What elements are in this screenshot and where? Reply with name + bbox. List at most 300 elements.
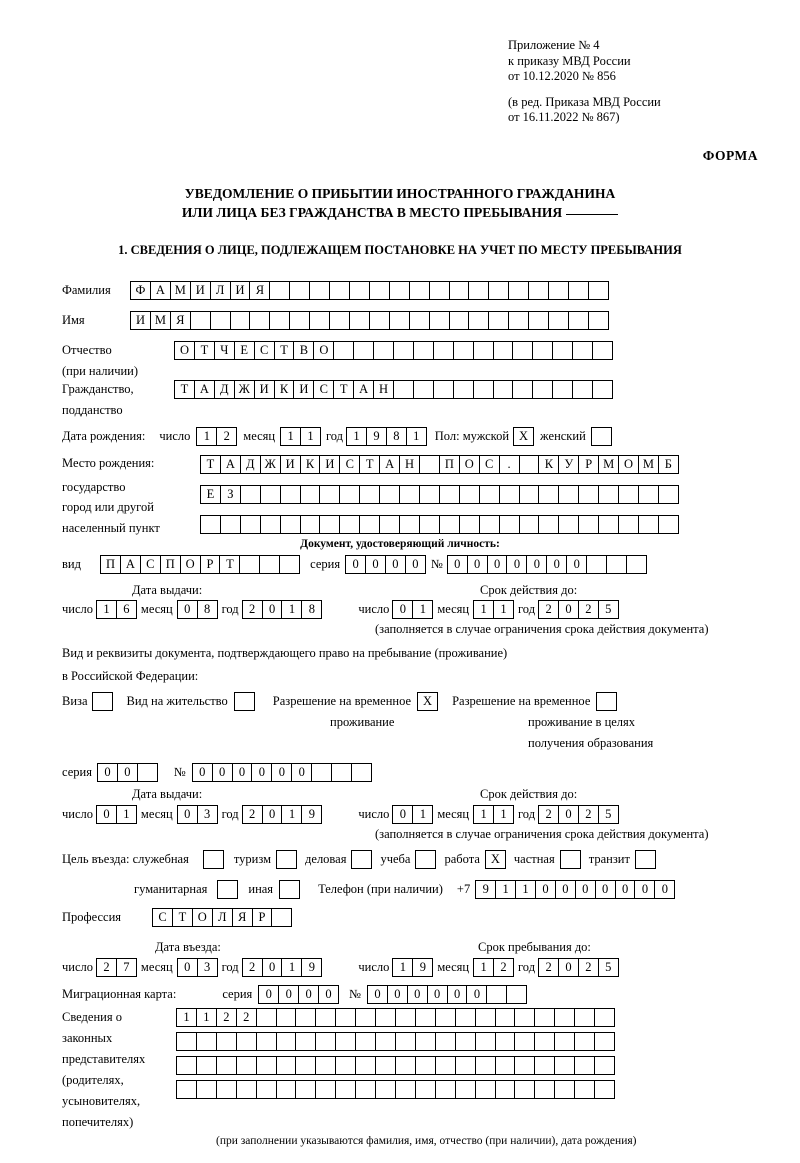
cell[interactable] xyxy=(475,1080,496,1099)
migration-number-input[interactable] xyxy=(367,985,527,1004)
cell[interactable]: 1 xyxy=(473,958,494,977)
cell[interactable] xyxy=(375,1032,396,1051)
cell[interactable]: 1 xyxy=(300,427,321,446)
cell[interactable] xyxy=(137,763,158,782)
cell[interactable] xyxy=(455,1056,476,1075)
cell[interactable]: Д xyxy=(240,455,261,474)
cell[interactable] xyxy=(473,380,494,399)
cell[interactable] xyxy=(375,1008,396,1027)
cell[interactable] xyxy=(514,1032,535,1051)
cell[interactable] xyxy=(216,1056,237,1075)
cell[interactable]: Р xyxy=(200,555,221,574)
cell[interactable] xyxy=(519,485,540,504)
cell[interactable] xyxy=(592,341,613,360)
cell[interactable] xyxy=(459,485,480,504)
cell[interactable] xyxy=(455,1080,476,1099)
cell[interactable] xyxy=(355,1056,376,1075)
cell[interactable] xyxy=(295,1080,316,1099)
purpose-other-checkbox[interactable] xyxy=(279,880,300,899)
cell[interactable]: М xyxy=(638,455,659,474)
cell[interactable] xyxy=(552,341,573,360)
cell[interactable] xyxy=(309,311,330,330)
cell[interactable] xyxy=(488,311,509,330)
cell[interactable] xyxy=(413,341,434,360)
cell[interactable] xyxy=(479,515,500,534)
cell[interactable]: К xyxy=(274,380,295,399)
cell[interactable]: 0 xyxy=(298,985,319,1004)
cell[interactable] xyxy=(534,1008,555,1027)
doc-valid-month-input[interactable] xyxy=(473,600,514,619)
cell[interactable]: Р xyxy=(252,908,273,927)
cell[interactable] xyxy=(493,341,514,360)
cell[interactable]: 2 xyxy=(242,805,263,824)
cell[interactable]: М xyxy=(150,311,171,330)
cell[interactable] xyxy=(558,515,579,534)
stay-year-input[interactable] xyxy=(538,958,619,977)
cell[interactable] xyxy=(594,1056,615,1075)
cell[interactable]: 0 xyxy=(258,985,279,1004)
cell[interactable]: 0 xyxy=(385,555,406,574)
cell[interactable]: 2 xyxy=(216,427,237,446)
cell[interactable]: 0 xyxy=(212,763,233,782)
cell[interactable] xyxy=(311,763,332,782)
cell[interactable]: 9 xyxy=(301,805,322,824)
cell[interactable] xyxy=(236,1032,257,1051)
cell[interactable] xyxy=(256,1032,277,1051)
cell[interactable] xyxy=(230,311,251,330)
cell[interactable] xyxy=(658,515,679,534)
cell[interactable]: 8 xyxy=(301,600,322,619)
cell[interactable] xyxy=(359,485,380,504)
cell[interactable]: 0 xyxy=(96,805,117,824)
cell[interactable]: 1 xyxy=(473,600,494,619)
purpose-study-checkbox[interactable] xyxy=(415,850,436,869)
cell[interactable]: 0 xyxy=(526,555,547,574)
cell[interactable]: Т xyxy=(333,380,354,399)
cell[interactable] xyxy=(449,311,470,330)
cell[interactable] xyxy=(415,1080,436,1099)
cell[interactable] xyxy=(335,1032,356,1051)
cell[interactable] xyxy=(499,485,520,504)
permit-series-input[interactable] xyxy=(97,763,158,782)
cell[interactable] xyxy=(435,1032,456,1051)
cell[interactable]: Я xyxy=(249,281,270,300)
cell[interactable]: 0 xyxy=(262,958,283,977)
cell[interactable]: Т xyxy=(194,341,215,360)
cell[interactable]: 9 xyxy=(475,880,496,899)
cell[interactable]: 0 xyxy=(271,763,292,782)
cell[interactable]: 0 xyxy=(447,555,468,574)
cell[interactable]: 0 xyxy=(232,763,253,782)
cell[interactable] xyxy=(256,1056,277,1075)
cell[interactable]: 0 xyxy=(634,880,655,899)
cell[interactable]: К xyxy=(300,455,321,474)
cell[interactable] xyxy=(269,281,290,300)
cell[interactable] xyxy=(369,281,390,300)
cell[interactable] xyxy=(453,380,474,399)
cell[interactable]: Е xyxy=(234,341,255,360)
cell[interactable]: 0 xyxy=(447,985,468,1004)
cell[interactable] xyxy=(534,1032,555,1051)
cell[interactable]: 0 xyxy=(407,985,428,1004)
cell[interactable] xyxy=(315,1032,336,1051)
cell[interactable] xyxy=(349,281,370,300)
cell[interactable]: 0 xyxy=(117,763,138,782)
cell[interactable] xyxy=(558,485,579,504)
cell[interactable]: 7 xyxy=(116,958,137,977)
cell[interactable] xyxy=(453,341,474,360)
cell[interactable]: 0 xyxy=(506,555,527,574)
cell[interactable] xyxy=(475,1008,496,1027)
legal-rep-input-4[interactable] xyxy=(176,1080,615,1099)
cell[interactable]: 0 xyxy=(466,985,487,1004)
cell[interactable] xyxy=(249,311,270,330)
cell[interactable] xyxy=(449,281,470,300)
cell[interactable]: З xyxy=(220,485,241,504)
cell[interactable]: 0 xyxy=(566,555,587,574)
cell[interactable]: 0 xyxy=(595,880,616,899)
cell[interactable] xyxy=(495,1008,516,1027)
cell[interactable]: 0 xyxy=(97,763,118,782)
cell[interactable]: О xyxy=(192,908,213,927)
cell[interactable] xyxy=(351,763,372,782)
cell[interactable]: И xyxy=(130,311,151,330)
cell[interactable]: 0 xyxy=(251,763,272,782)
phone-input[interactable] xyxy=(475,880,675,899)
cell[interactable]: 0 xyxy=(467,555,488,574)
cell[interactable]: Л xyxy=(212,908,233,927)
cell[interactable] xyxy=(176,1032,197,1051)
cell[interactable] xyxy=(534,1080,555,1099)
cell[interactable] xyxy=(568,281,589,300)
cell[interactable]: 1 xyxy=(412,805,433,824)
cell[interactable] xyxy=(399,515,420,534)
cell[interactable]: И xyxy=(254,380,275,399)
cell[interactable] xyxy=(594,1032,615,1051)
cell[interactable]: 0 xyxy=(177,600,198,619)
cell[interactable] xyxy=(196,1032,217,1051)
cell[interactable] xyxy=(594,1008,615,1027)
cell[interactable] xyxy=(606,555,627,574)
sex-female-checkbox[interactable] xyxy=(591,427,612,446)
cell[interactable]: А xyxy=(194,380,215,399)
cell[interactable] xyxy=(626,555,647,574)
cell[interactable] xyxy=(353,341,374,360)
cell[interactable] xyxy=(190,311,211,330)
purpose-humanitarian-checkbox[interactable] xyxy=(217,880,238,899)
cell[interactable] xyxy=(519,455,540,474)
permit-issue-month-input[interactable] xyxy=(177,805,218,824)
cell[interactable]: 0 xyxy=(392,600,413,619)
cell[interactable]: 0 xyxy=(387,985,408,1004)
cell[interactable]: С xyxy=(339,455,360,474)
cell[interactable]: 0 xyxy=(558,600,579,619)
cell[interactable] xyxy=(240,485,261,504)
cell[interactable] xyxy=(300,515,321,534)
cell[interactable]: А xyxy=(120,555,141,574)
cell[interactable]: 1 xyxy=(346,427,367,446)
cell[interactable] xyxy=(333,341,354,360)
cell[interactable]: Н xyxy=(399,455,420,474)
legal-rep-input-3[interactable] xyxy=(176,1056,615,1075)
cell[interactable] xyxy=(331,763,352,782)
cell[interactable]: 1 xyxy=(280,427,301,446)
cell[interactable] xyxy=(514,1008,535,1027)
cell[interactable]: 0 xyxy=(278,985,299,1004)
permit-issue-year-input[interactable] xyxy=(242,805,323,824)
cell[interactable]: О xyxy=(618,455,639,474)
cell[interactable]: 9 xyxy=(301,958,322,977)
cell[interactable] xyxy=(519,515,540,534)
cell[interactable] xyxy=(271,908,292,927)
cell[interactable]: О xyxy=(180,555,201,574)
residence-permit-checkbox[interactable] xyxy=(234,692,255,711)
stay-day-input[interactable] xyxy=(392,958,433,977)
legal-rep-input-1[interactable] xyxy=(176,1008,615,1027)
cell[interactable] xyxy=(618,515,639,534)
cell[interactable]: 5 xyxy=(598,958,619,977)
cell[interactable]: . xyxy=(499,455,520,474)
cell[interactable] xyxy=(256,1008,277,1027)
cell[interactable] xyxy=(592,380,613,399)
cell[interactable] xyxy=(588,311,609,330)
cell[interactable] xyxy=(473,341,494,360)
cell[interactable] xyxy=(574,1080,595,1099)
cell[interactable] xyxy=(439,515,460,534)
cell[interactable]: 2 xyxy=(242,958,263,977)
cell[interactable] xyxy=(429,281,450,300)
doc-issue-year-input[interactable] xyxy=(242,600,323,619)
cell[interactable]: П xyxy=(439,455,460,474)
cell[interactable] xyxy=(399,485,420,504)
birth-day-input[interactable] xyxy=(196,427,237,446)
cell[interactable]: 2 xyxy=(538,958,559,977)
cell[interactable] xyxy=(335,1080,356,1099)
cell[interactable] xyxy=(409,311,430,330)
cell[interactable] xyxy=(395,1008,416,1027)
cell[interactable] xyxy=(475,1032,496,1051)
cell[interactable] xyxy=(329,311,350,330)
cell[interactable] xyxy=(276,1056,297,1075)
cell[interactable]: 1 xyxy=(495,880,516,899)
cell[interactable]: 0 xyxy=(558,958,579,977)
cell[interactable]: П xyxy=(100,555,121,574)
cell[interactable] xyxy=(309,281,330,300)
cell[interactable]: Я xyxy=(232,908,253,927)
permit-valid-year-input[interactable] xyxy=(538,805,619,824)
cell[interactable] xyxy=(554,1008,575,1027)
cell[interactable] xyxy=(393,341,414,360)
cell[interactable]: 0 xyxy=(558,805,579,824)
cell[interactable] xyxy=(578,515,599,534)
doc-issue-day-input[interactable] xyxy=(96,600,137,619)
cell[interactable]: М xyxy=(598,455,619,474)
cell[interactable] xyxy=(289,311,310,330)
cell[interactable] xyxy=(210,311,231,330)
cell[interactable] xyxy=(455,1008,476,1027)
cell[interactable]: Т xyxy=(219,555,240,574)
cell[interactable] xyxy=(435,1080,456,1099)
cell[interactable] xyxy=(495,1080,516,1099)
cell[interactable]: 1 xyxy=(493,805,514,824)
cell[interactable]: 0 xyxy=(405,555,426,574)
cell[interactable] xyxy=(618,485,639,504)
cell[interactable]: С xyxy=(479,455,500,474)
permit-issue-day-input[interactable] xyxy=(96,805,137,824)
entry-year-input[interactable] xyxy=(242,958,323,977)
cell[interactable] xyxy=(295,1032,316,1051)
surname-input[interactable] xyxy=(130,281,609,300)
cell[interactable] xyxy=(468,281,489,300)
cell[interactable] xyxy=(528,311,549,330)
cell[interactable] xyxy=(532,341,553,360)
cell[interactable] xyxy=(538,515,559,534)
cell[interactable]: 0 xyxy=(487,555,508,574)
cell[interactable] xyxy=(395,1032,416,1051)
cell[interactable] xyxy=(455,1032,476,1051)
cell[interactable] xyxy=(379,485,400,504)
cell[interactable]: 1 xyxy=(281,958,302,977)
doc-number-input[interactable] xyxy=(447,555,647,574)
cell[interactable]: И xyxy=(293,380,314,399)
cell[interactable] xyxy=(475,1056,496,1075)
cell[interactable] xyxy=(409,281,430,300)
cell[interactable]: Н xyxy=(373,380,394,399)
sex-male-checkbox[interactable]: X xyxy=(513,427,534,446)
cell[interactable] xyxy=(488,281,509,300)
cell[interactable]: О xyxy=(459,455,480,474)
cell[interactable]: Т xyxy=(174,380,195,399)
cell[interactable]: 1 xyxy=(196,427,217,446)
cell[interactable] xyxy=(329,281,350,300)
cell[interactable]: А xyxy=(150,281,171,300)
entry-day-input[interactable] xyxy=(96,958,137,977)
cell[interactable] xyxy=(295,1056,316,1075)
cell[interactable] xyxy=(315,1008,336,1027)
cell[interactable]: Ч xyxy=(214,341,235,360)
cell[interactable] xyxy=(499,515,520,534)
cell[interactable] xyxy=(548,311,569,330)
name-input[interactable] xyxy=(130,311,609,330)
cell[interactable]: 1 xyxy=(116,805,137,824)
cell[interactable]: 0 xyxy=(654,880,675,899)
purpose-tourism-checkbox[interactable] xyxy=(276,850,297,869)
cell[interactable] xyxy=(419,455,440,474)
migration-series-input[interactable] xyxy=(258,985,339,1004)
birth-month-input[interactable] xyxy=(280,427,321,446)
cell[interactable]: С xyxy=(140,555,161,574)
cell[interactable]: 2 xyxy=(242,600,263,619)
cell[interactable] xyxy=(429,311,450,330)
cell[interactable] xyxy=(373,341,394,360)
cell[interactable]: 2 xyxy=(538,600,559,619)
cell[interactable] xyxy=(419,515,440,534)
cell[interactable]: 2 xyxy=(578,958,599,977)
cell[interactable] xyxy=(486,985,507,1004)
cell[interactable] xyxy=(280,515,301,534)
cell[interactable] xyxy=(289,281,310,300)
cell[interactable]: Ф xyxy=(130,281,151,300)
cell[interactable] xyxy=(588,281,609,300)
cell[interactable]: 1 xyxy=(281,805,302,824)
cell[interactable]: И xyxy=(280,455,301,474)
cell[interactable]: Л xyxy=(210,281,231,300)
cell[interactable] xyxy=(508,311,529,330)
cell[interactable] xyxy=(315,1080,336,1099)
cell[interactable] xyxy=(269,311,290,330)
cell[interactable] xyxy=(355,1008,376,1027)
purpose-work-checkbox[interactable]: X xyxy=(485,850,506,869)
cell[interactable] xyxy=(389,281,410,300)
cell[interactable]: 1 xyxy=(281,600,302,619)
cell[interactable]: П xyxy=(160,555,181,574)
cell[interactable] xyxy=(395,1056,416,1075)
cell[interactable]: 0 xyxy=(177,958,198,977)
cell[interactable] xyxy=(435,1056,456,1075)
cell[interactable] xyxy=(319,485,340,504)
cell[interactable] xyxy=(439,485,460,504)
cell[interactable] xyxy=(578,485,599,504)
cell[interactable]: Б xyxy=(658,455,679,474)
cell[interactable]: 0 xyxy=(546,555,567,574)
cell[interactable] xyxy=(598,515,619,534)
cell[interactable]: 0 xyxy=(177,805,198,824)
cell[interactable]: 1 xyxy=(96,600,117,619)
cell[interactable] xyxy=(586,555,607,574)
birth-year-input[interactable] xyxy=(346,427,427,446)
cell[interactable] xyxy=(259,555,280,574)
cell[interactable]: Ж xyxy=(234,380,255,399)
cell[interactable]: 0 xyxy=(575,880,596,899)
cell[interactable]: Р xyxy=(578,455,599,474)
cell[interactable] xyxy=(240,515,261,534)
cell[interactable] xyxy=(495,1032,516,1051)
cell[interactable]: 9 xyxy=(366,427,387,446)
cell[interactable]: 9 xyxy=(412,958,433,977)
cell[interactable]: 8 xyxy=(386,427,407,446)
doc-valid-year-input[interactable] xyxy=(538,600,619,619)
cell[interactable] xyxy=(260,485,281,504)
cell[interactable] xyxy=(433,380,454,399)
cell[interactable] xyxy=(236,1056,257,1075)
cell[interactable] xyxy=(295,1008,316,1027)
cell[interactable]: М xyxy=(170,281,191,300)
birth-place-input-2[interactable] xyxy=(200,485,679,504)
purpose-private-checkbox[interactable] xyxy=(560,850,581,869)
cell[interactable] xyxy=(236,1080,257,1099)
cell[interactable] xyxy=(280,485,301,504)
cell[interactable]: 2 xyxy=(578,600,599,619)
cell[interactable] xyxy=(415,1008,436,1027)
cell[interactable] xyxy=(419,485,440,504)
doc-kind-input[interactable] xyxy=(100,555,300,574)
cell[interactable] xyxy=(554,1056,575,1075)
birth-place-input-3[interactable] xyxy=(200,515,679,534)
cell[interactable] xyxy=(349,311,370,330)
cell[interactable] xyxy=(493,380,514,399)
cell[interactable] xyxy=(276,1080,297,1099)
cell[interactable]: 0 xyxy=(535,880,556,899)
cell[interactable] xyxy=(279,555,300,574)
cell[interactable]: Д xyxy=(214,380,235,399)
cell[interactable] xyxy=(512,380,533,399)
cell[interactable] xyxy=(528,281,549,300)
cell[interactable]: 5 xyxy=(598,805,619,824)
cell[interactable] xyxy=(200,515,221,534)
cell[interactable] xyxy=(276,1008,297,1027)
cell[interactable] xyxy=(256,1080,277,1099)
purpose-business-checkbox[interactable] xyxy=(351,850,372,869)
